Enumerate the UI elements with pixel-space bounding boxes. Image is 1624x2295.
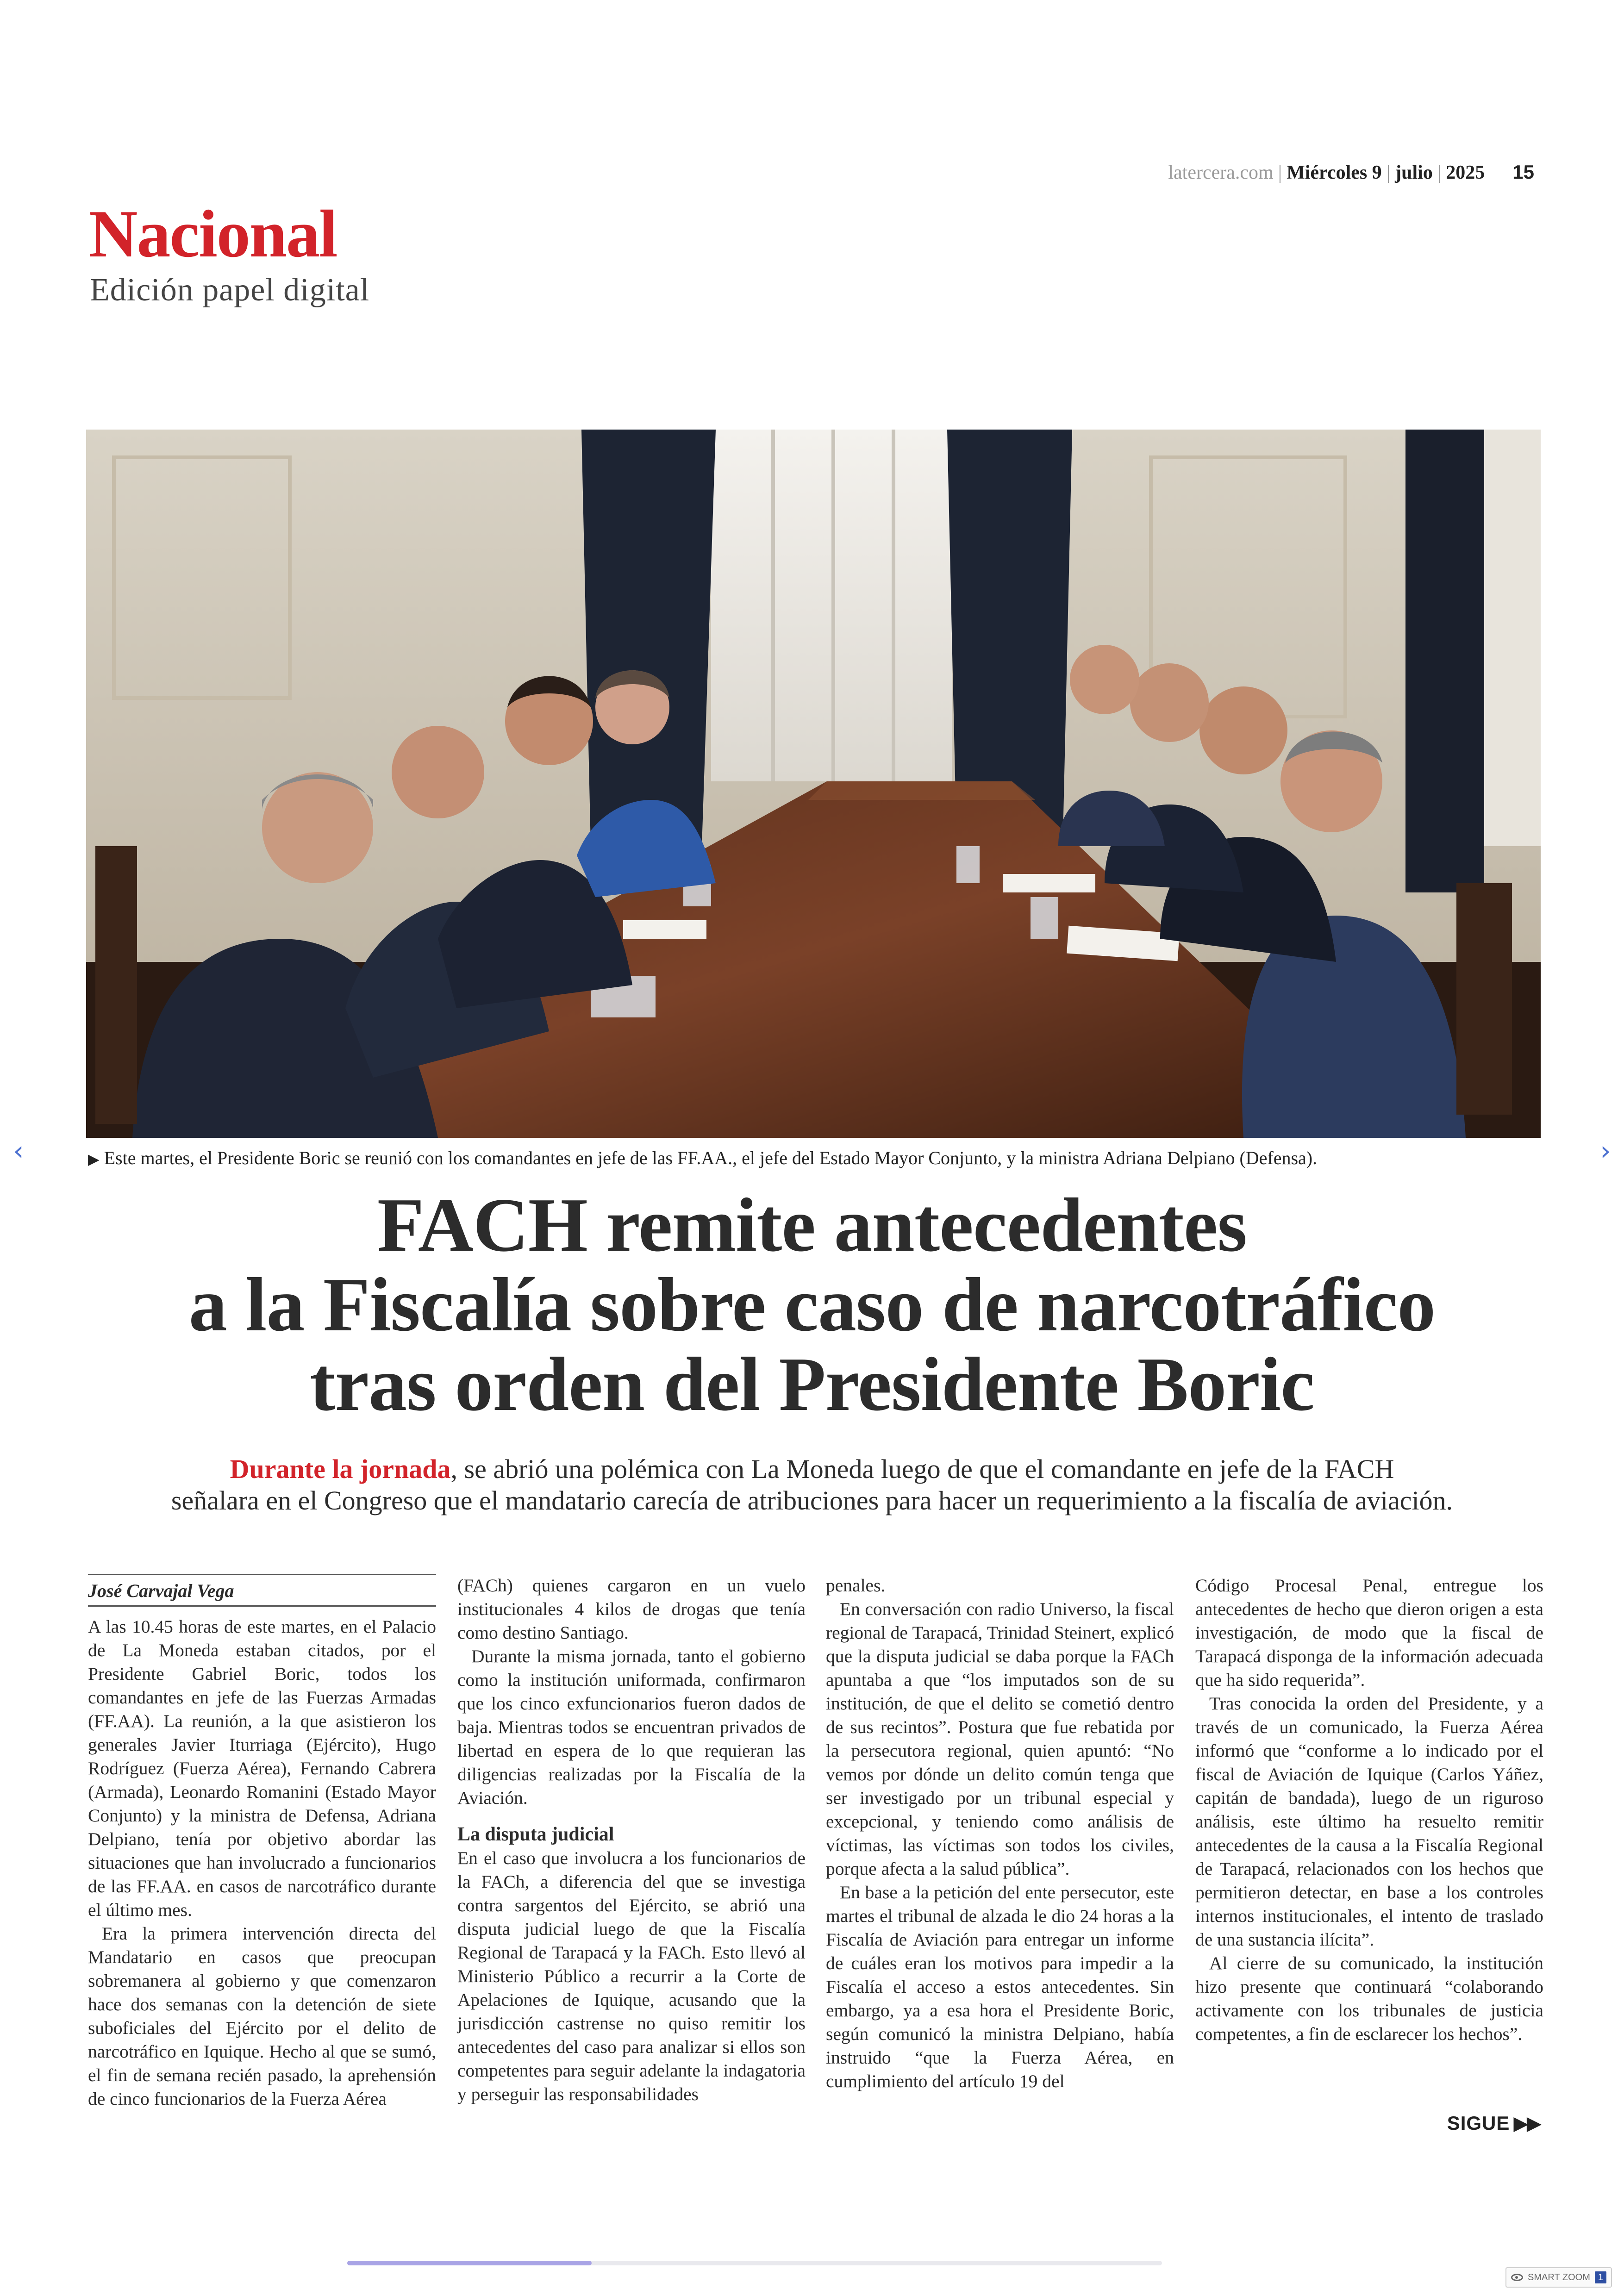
article-column-1	[88, 1574, 436, 2111]
date-year: 2025	[1446, 162, 1485, 183]
paragraph: Al cierre de su comunicado, la institución hizo presente que continuará “colaborando activamente con los tribunales de justicia competentes, a fin de esclarecer los hechos”.	[1195, 1953, 1543, 2044]
headline-line: a la Fiscalía sobre caso de narcotráfico	[188, 1262, 1436, 1347]
site-name: latercera.com	[1168, 162, 1274, 183]
paragraph: En conversación con radio Universo, la fiscal regional de Tarapacá, Trinidad Steinert, explicó que la disputa judicial se daba porque la FACh apuntaba a que “los imputados son de su institución, de que el delito se cometió dentro de sus recintos”. Postura que fue rebatida por la persecutora regional, quien apuntó: “No vemos por dónde un delito común tenga que ser investigado por un tribunal especial y excepcional, y teniendo como análisis de víctimas, las víctimas son todos los civiles, porque afecta a la salud pública”.	[826, 1599, 1174, 1879]
smart-zoom-label: SMART ZOOM	[1528, 2272, 1590, 2283]
headline	[0, 1182, 1624, 1427]
article-column-2	[457, 1574, 806, 2106]
deck	[0, 1453, 1624, 1516]
horizontal-scrollbar[interactable]	[347, 2261, 1162, 2265]
photo-caption	[88, 1147, 1542, 1169]
paragraph: En el caso que involucra a los funcionarios de la FACh, a diferencia del que se investiga contra sargentos del Ejército, se abrió una disputa judicial luego de que la Fiscalía Regional de Tarapacá y la FACh. Esto llevó al Ministerio Público a recurrir a la Corte de Apelaciones de Iquique, acusando que la jurisdicción castrense no quiso remitir los antecedentes del caso para analizar si ellos son competentes para seguir adelante la indagatoria y perseguir las responsabilidades	[457, 1848, 806, 2104]
page-number: 15	[1512, 161, 1534, 183]
previous-page-chevron-icon[interactable]: ‹	[13, 1135, 24, 1166]
deck-lead: Durante la jornada	[230, 1454, 451, 1484]
paragraph: En base a la petición del ente persecutor, este martes el tribunal de alzada le dio 24 horas a la Fiscalía de Aviación para entregar un informe de cuáles eran los motivos para impedir a la Fiscalía el acceso a estos antecedentes. Sin embargo, ya a esa hora el Presidente Boric, según comunicó la ministra Delpiano, había instruido “que la Fuerza Aérea, en cumplimiento del artículo 19 del	[826, 1882, 1174, 2091]
paragraph: Era la primera intervención directa del Mandatario en casos que preocupan sobremanera al gobierno y que comenzaron hace dos semanas con la detención de siete suboficiales del Ejército por el delito de narcotráfico en Iquique. Hecho al que se sumó, el fin de semana recién pasado, la aprehensión de cinco funcionarios de la Fuerza Aérea	[88, 1923, 436, 2109]
headline-line: tras orden del Presidente Boric	[310, 1341, 1314, 1427]
dateline: latercera.com | Miércoles 9 | julio | 2025 15	[1168, 161, 1534, 183]
article-photo	[86, 430, 1541, 1138]
continue-link[interactable]	[1447, 2112, 1540, 2134]
date-weekday: Miércoles 9	[1287, 162, 1382, 183]
caption-text: Este martes, el Presidente Boric se reunió con los comandantes en jefe de las FF.AA., el jefe del Estado Mayor Conjunto, y la ministra Adriana Delpiano (Defensa).	[104, 1148, 1318, 1168]
eye-icon	[1511, 2274, 1523, 2281]
paragraph: Código Procesal Penal, entregue los antecedentes de hecho que dieron origen a esta investigación, de modo que la fiscal de Tarapacá disponga de la información adecuada que ha sido requerida”.	[1195, 1575, 1543, 1690]
headline-line: FACH remite antecedentes	[377, 1182, 1247, 1267]
paragraph: A las 10.45 horas de este martes, en el Palacio de La Moneda estaban citados, por el Presidente Gabriel Boric, todos los comandantes en jefe de las Fuerzas Armadas (FF.AA). La reunión, a la que asistieron los generales Javier Iturriaga (Ejército), Hugo Rodríguez (Fuerza Aérea), Fernando Cabrera (Armada), Leonardo Romanini (Estado Mayor Conjunto) y la ministra de Defensa, Adriana Delpiano, tenía por objetivo abordar las situaciones que han involucrado a funcionarios de las FF.AA. en casos de narcotráfico durante el último mes.	[88, 1616, 436, 1920]
article-column-3	[826, 1574, 1174, 2093]
date-month: julio	[1395, 162, 1433, 183]
edition-label: Edición papel digital	[90, 272, 370, 308]
subheading: La disputa judicial	[457, 1824, 614, 1845]
section-title: Nacional	[89, 196, 337, 271]
scrollbar-thumb[interactable]	[347, 2261, 592, 2265]
paragraph: penales.	[826, 1575, 886, 1596]
paragraph: Durante la misma jornada, tanto el gobierno como la institución uniformada, confirmaron que los cinco exfuncionarios fueron dados de baja. Mientras todos se encuentran privados de libertad en espera de lo que requieran las diligencias realizadas por la Fiscalía de la Aviación.	[457, 1646, 806, 1808]
article-column-4	[1195, 1574, 1543, 2046]
paragraph: Tras conocida la orden del Presidente, y a través de un comunicado, la Fuerza Aérea informó que “conforme a lo indicado por el fiscal de Aviación de Iquique (Carlos Yáñez, capitán de bandada), luego de un riguroso análisis, este último ha resuelto remitir antecedentes de la causa a la Fiscalía Regional de Tarapacá, relacionados con los hechos que permitieron detectar, en base a los controles internos institucionales, el intento de traslado de una sustancia ilícita”.	[1195, 1693, 1543, 1950]
next-page-chevron-icon[interactable]: ›	[1600, 1135, 1611, 1166]
continue-label: SIGUE	[1447, 2112, 1510, 2134]
smart-zoom-count: 1	[1595, 2271, 1606, 2283]
deck-text: , se abrió una polémica con La Moneda luego de que el comandante en jefe de la FACH	[450, 1454, 1394, 1484]
deck-text: señalara en el Congreso que el mandatario carecía de atribuciones para hacer un requerimiento a la fiscalía de aviación.	[171, 1485, 1453, 1515]
paragraph: (FACh) quienes cargaron en un vuelo institucionales 4 kilos de drogas que tenía como destino Santiago.	[457, 1575, 806, 1643]
smart-zoom-button[interactable]	[1505, 2267, 1612, 2288]
continue-arrows-icon: ▶▶	[1513, 2112, 1540, 2134]
caption-marker-icon: ▶	[88, 1151, 100, 1167]
byline: José Carvajal Vega	[88, 1574, 436, 1607]
